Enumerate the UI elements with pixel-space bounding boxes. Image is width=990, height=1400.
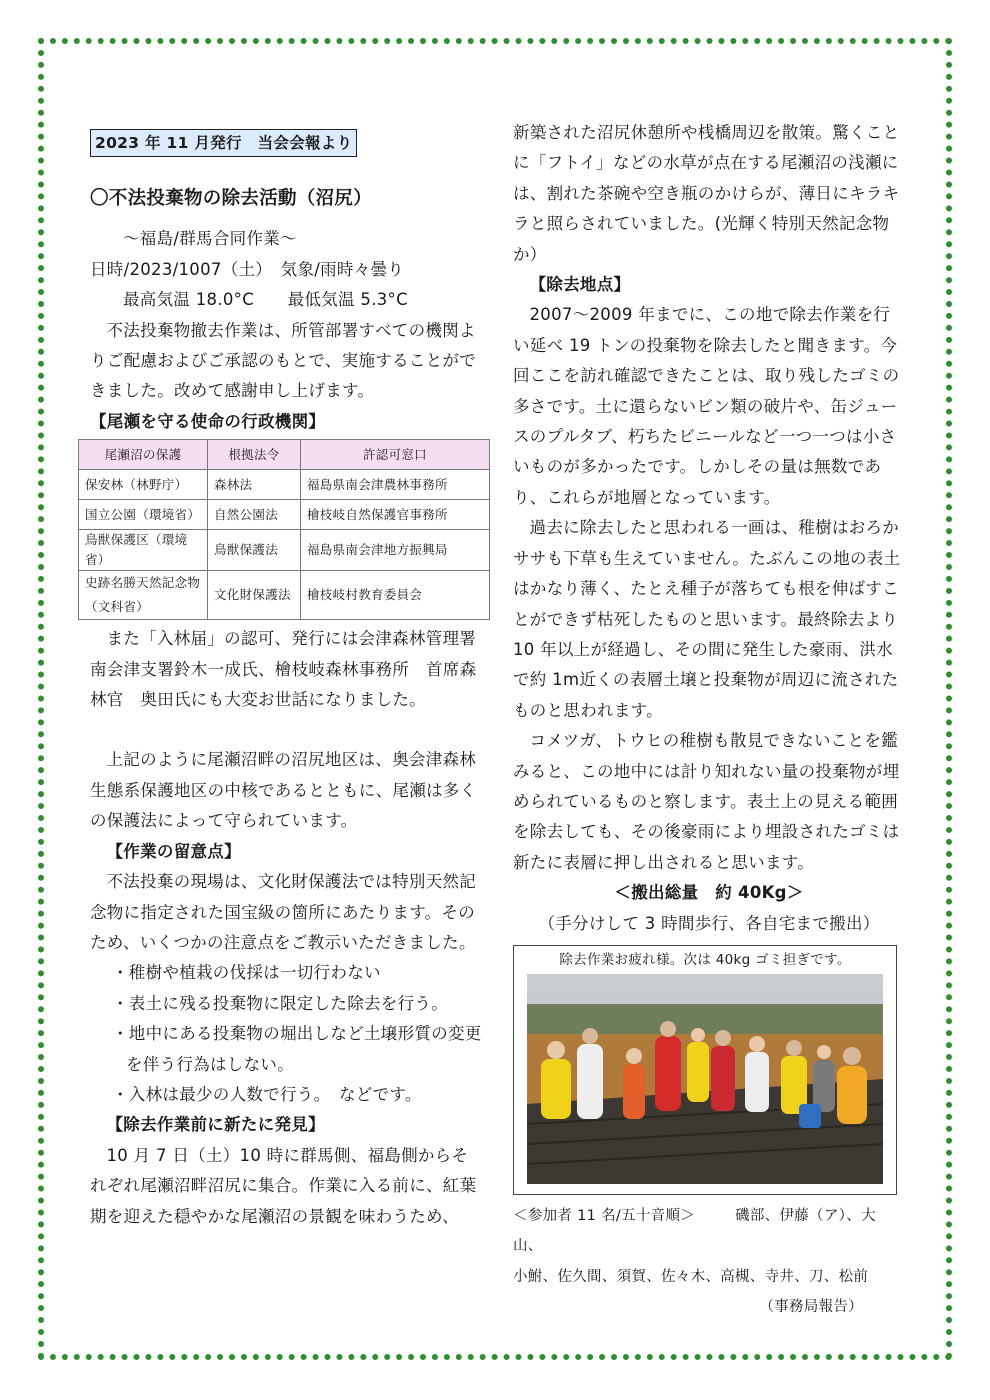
- table-row: [79, 571, 490, 620]
- table-cell: 森林法: [208, 470, 301, 500]
- site-heading: 【除去地点】: [529, 275, 631, 295]
- table-cell: 鳥獣保護区（環境省）: [79, 530, 208, 571]
- right-column: [513, 118, 905, 1323]
- table-cell: 保安林（林野庁）: [79, 470, 208, 500]
- table-row: [79, 500, 490, 530]
- table-row: [79, 530, 490, 571]
- participants-names-1: 磯部、伊藤（ア）、大山、: [513, 1207, 876, 1255]
- caution-item: ・表土に残る投棄物に限定した除去を行う。: [112, 993, 448, 1013]
- total-note: （手分けして 3 時間歩行、各自宅まで搬出）: [538, 913, 880, 933]
- temperature-line: 最高気温 18.0°C 最低気温 5.3°C: [123, 290, 408, 310]
- table-header-row: [79, 440, 490, 470]
- table-cell: 自然公園法: [208, 500, 301, 530]
- permit-paragraph: また「入林届」の認可、発行には会津森林管理署南会津支署鈴木一成氏、檜枝岐森林事務所 首席森林官 奥田氏にも大変お世話になりました。: [90, 629, 477, 710]
- blank-line: [90, 715, 482, 745]
- table-cell: 史跡名勝天然記念物（文科省）: [79, 571, 208, 620]
- table-cell: 鳥獣保護法: [208, 530, 301, 571]
- discovery-paragraph: 10 月 7 日（土）10 時に群馬側、福島側からそれぞれ尾瀬沼畔沼尻に集合。作業に入る前に、紅葉期を迎えた穏やかな尾瀬沼の景観を味わうため、: [90, 1145, 477, 1226]
- site-paragraph-2: 過去に除去したと思われる一画は、稚樹はおろかササも下草も生えていません。たぶんこの地の表土はかなり薄く、たとえ種子が落ちても根を伸ばすことができず枯死したものと思います。最終除去より 10 年以上が経過し、その間に発生した豪雨、洪水で約 1m近くの表層土壌と投棄物が周辺に流されたものと思われます。: [513, 518, 901, 720]
- report-label: （事務局報告）: [759, 1299, 863, 1316]
- site-paragraph-1: 2007～2009 年までに、この地で除去作業を行い延べ 19 トンの投棄物を除去したと聞きます。今回ここを訪れ確認できたことは、取り残したゴミの多さです。土に還らないビン類の破片や、缶ジュースのプルタブ、朽ちたビニールなど一つ一つは小さいものが多かったです。しかしその量は無数であり、これらが地層となっています。: [513, 305, 900, 507]
- table-row: [79, 470, 490, 500]
- participants-line-1: [513, 1201, 905, 1262]
- caution-item: ・地中にある投棄物の堀出しなど土壌形質の変更を伴う行為はしない。: [112, 1024, 482, 1074]
- discovery-heading: 【除去作業前に新たに発見】: [106, 1115, 325, 1135]
- participants-names-2: 小鮒、佐久間、須賀、佐々木、高槻、寺井、刀、松前: [513, 1268, 869, 1285]
- area-paragraph: 上記のように尾瀬沼畔の沼尻地区は、奥会津森林生態系保護地区の中核であるとともに、尾瀬は多くの保護法によって守られています。: [90, 750, 477, 831]
- participants-label: ＜参加者 11 名/五十音順＞: [513, 1207, 696, 1224]
- table-cell: 福島県南会津地方振興局: [301, 530, 490, 571]
- table-header-cell: 尾瀬沼の保護: [79, 440, 208, 470]
- table-cell: 福島県南会津農林事務所: [301, 470, 490, 500]
- caution-item: ・入林は最少の人数で行う。 などです。: [112, 1084, 422, 1104]
- caution-paragraph: 不法投棄の現場は、文化財保護法では特別天然記念物に指定された国宝級の箇所にあたります。そのため、いくつかの注意点をご教示いただきました。: [90, 872, 477, 952]
- intro-paragraph: 不法投棄物撤去作業は、所管部署すべての機関よりご配慮およびご承認のもとで、実施することができました。改めて感謝申し上げます。: [90, 320, 477, 401]
- table-header-cell: 許認可窓口: [301, 440, 490, 470]
- site-paragraph-3: コメツガ、トウヒの稚樹も散見できないことを鑑みると、この地中には計り知れない量の投棄物が埋められているものと察します。表土上の見える範囲を除去しても、その後豪雨により埋設されたゴミは新たに表層に押し出されると思います。: [513, 731, 900, 872]
- photo-frame: [513, 945, 897, 1195]
- photo-caption: 除去作業お疲れ様。次は 40kg ゴミ担ぎです。: [559, 951, 851, 968]
- group-photo: [527, 974, 883, 1184]
- agency-table: [78, 439, 490, 620]
- table-cell: 文化財保護法: [208, 571, 301, 620]
- left-column: [85, 128, 482, 1232]
- issue-label: 2023 年 11 月発行 当会会報より: [90, 129, 357, 157]
- table-cell: 国立公園（環境省）: [79, 500, 208, 530]
- table-cell: 檜枝岐村教育委員会: [301, 571, 490, 620]
- article-title: 〇不法投棄物の除去活動（沼尻）: [90, 188, 373, 209]
- table-heading: 【尾瀬を守る使命の行政機関】: [90, 411, 326, 431]
- datetime-line: 日時/2023/1007（土） 気象/雨時々曇り: [90, 259, 405, 279]
- caution-item: ・稚樹や植栽の伐採は一切行わない: [112, 963, 381, 983]
- table-cell: 檜枝岐自然保護官事務所: [301, 500, 490, 530]
- caution-heading: 【作業の留意点】: [106, 841, 241, 861]
- discovery-continued: 新築された沼尻休憩所や桟橋周辺を散策。驚くことに「フトイ」などの水草が点在する尾瀬沼の浅瀬には、割れた茶碗や空き瓶のかけらが、薄日にキラキラと照らされていました。(光輝く特別天然記念物か）: [513, 123, 900, 264]
- total-amount: ＜搬出総量 約 40Kg＞: [614, 883, 804, 903]
- article-subtitle: ～福島/群馬合同作業～: [123, 229, 297, 249]
- table-header-cell: 根拠法令: [208, 440, 301, 470]
